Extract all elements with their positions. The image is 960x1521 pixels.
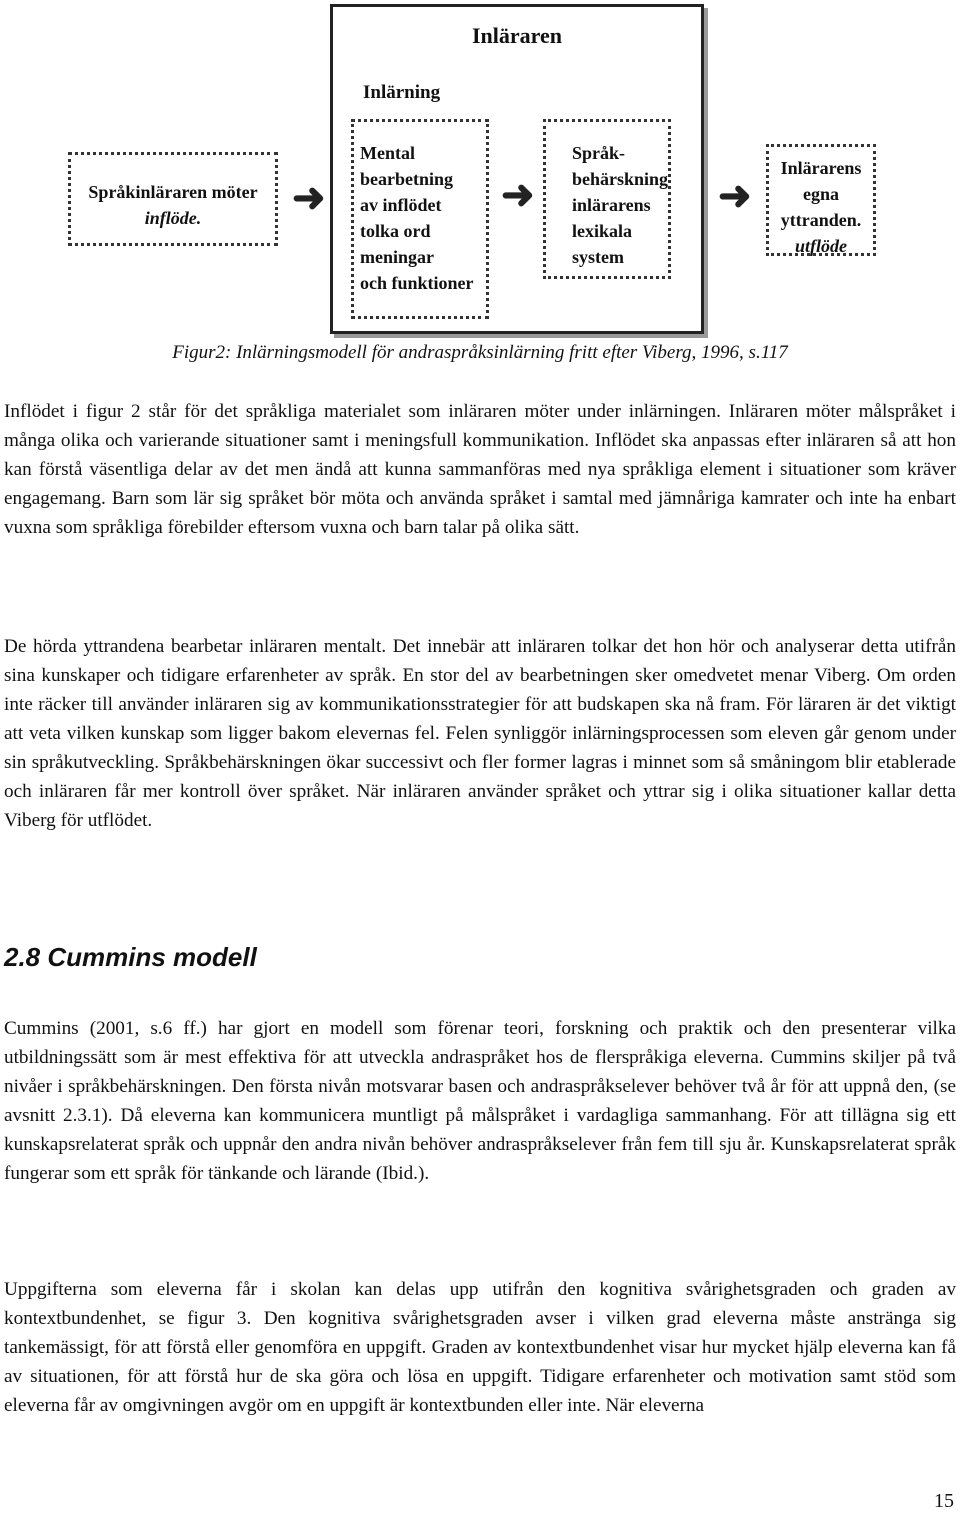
arrow-right-icon: ➜ bbox=[501, 172, 535, 217]
paragraph-1: Inflödet i figur 2 står för det språkliga materialet som inläraren möter under inlärningen. Inläraren möter målspråket i många olika och varierande situationer samt i meningsfull kommunikation. Inflödet ska anpassas efter inläraren så att hon kan förstå väsentliga delar av det men ändå att kunna sammanföras med nya språkliga element i situationer som kräver engagemang. Barn som lär sig språket bör möta och använda språket i samtal med jämnåriga kamrater och inte ha enbart vuxna som språkliga förebilder eftersom vuxna och barn talar på olika sätt. bbox=[4, 401, 956, 538]
learning-subtitle: Inlärning bbox=[363, 82, 441, 103]
sprak-line: behärskning bbox=[572, 169, 669, 189]
mental-line: meningar bbox=[360, 247, 434, 267]
learner-box-title: Inläraren bbox=[471, 23, 563, 48]
output-line-italic: utflöde bbox=[795, 236, 847, 256]
figure-learning-model bbox=[0, 0, 960, 340]
learner-box bbox=[330, 4, 704, 334]
language-proficiency-box bbox=[543, 119, 671, 279]
sprak-line: inlärarens bbox=[572, 195, 651, 215]
section-heading: 2.8 Cummins modell bbox=[4, 942, 257, 972]
output-box bbox=[766, 144, 876, 256]
input-box-line1: Språkinläraren möter bbox=[88, 182, 258, 202]
arrow-right-icon: ➜ bbox=[718, 173, 752, 218]
mental-line: Mental bbox=[360, 143, 415, 163]
mental-line: tolka ord bbox=[360, 221, 431, 241]
sprak-line: Språk- bbox=[572, 143, 626, 163]
paragraph-3: Cummins (2001, s.6 ff.) har gjort en modell som förenar teori, forskning och praktik och den presenterar vilka utbildningssätt som är mest effektiva för att utveckla andraspråket hos de flerspråkiga eleverna. Cummins skiljer på två nivåer i språkbehärskningen. Den första nivån motsvarar basen och andraspråkselever behöver två år för att uppnå den, (se avsnitt 2.3.1). Då eleverna kan kommunicera muntligt på målspråket i vardagliga sammanhang. För att tillägna sig ett kunskapsrelaterat språk och uppnår den andra nivån behöver andraspråkselever från fem till sju år. Kunskapsrelaterat språk fungerar som ett språk för tänkande och lärande (Ibid.). bbox=[4, 1018, 956, 1184]
arrow-right-icon: ➜ bbox=[292, 175, 326, 220]
mental-line: av inflödet bbox=[360, 195, 442, 215]
figure-caption: Figur2: Inlärningsmodell för andraspråksinlärning fritt efter Viberg, 1996, s.117 bbox=[172, 342, 788, 363]
output-line: yttranden. bbox=[780, 210, 862, 230]
mental-line: och funktioner bbox=[360, 273, 474, 293]
sprak-line: system bbox=[572, 247, 624, 267]
mental-processing-box bbox=[351, 119, 489, 319]
paragraph-4: Uppgifterna som eleverna får i skolan kan delas upp utifrån den kognitiva svårighetsgraden och graden av kontextbundenhet, se figur 3. Den kognitiva svårighetsgraden avser i vilken grad eleverna måste anstränga sig tankemässigt, för att förstå eller genomföra en uppgift. Graden av kontextbundenhet visar hur mycket hjälp eleverna kan få av situationen, för att förstå hur de ska göra och lösa en uppgift. Tidigare erfarenheter och motivation samt stöd som eleverna får av omgivningen avgör om en uppgift är kontextbunden eller inte. När eleverna bbox=[4, 1279, 956, 1416]
paragraph-2: De hörda yttrandena bearbetar inläraren mentalt. Det innebär att inläraren tolkar det hon hör och analyserar detta utifrån sina kunskaper och tidigare erfarenheter av språk. En stor del av bearbetningen sker omedvetet menar Viberg. Om orden inte räcker till använder inläraren sig av kommunikationsstrategier för att budskapen ska nå fram. För läraren är det viktigt att veta vilken kunskap som ligger bakom elevernas fel. Felen synliggör inlärningsprocessen som eleven går genom under sin språkutveckling. Språkbehärskningen ökar successivt och fler former lagras i minnet som så småningom blir etablerade och inläraren får mer kontroll över språket. När inläraren använder språket och yttrar sig i olika situationer kallar detta Viberg för utflödet. bbox=[4, 636, 956, 831]
input-box bbox=[68, 152, 278, 246]
input-box-line2: inflöde. bbox=[144, 208, 202, 228]
output-line: Inlärarens bbox=[780, 158, 862, 178]
sprak-line: lexikala bbox=[572, 221, 633, 241]
mental-line: bearbetning bbox=[360, 169, 454, 189]
output-line: egna bbox=[803, 184, 839, 204]
page-number: 15 bbox=[934, 1490, 954, 1512]
